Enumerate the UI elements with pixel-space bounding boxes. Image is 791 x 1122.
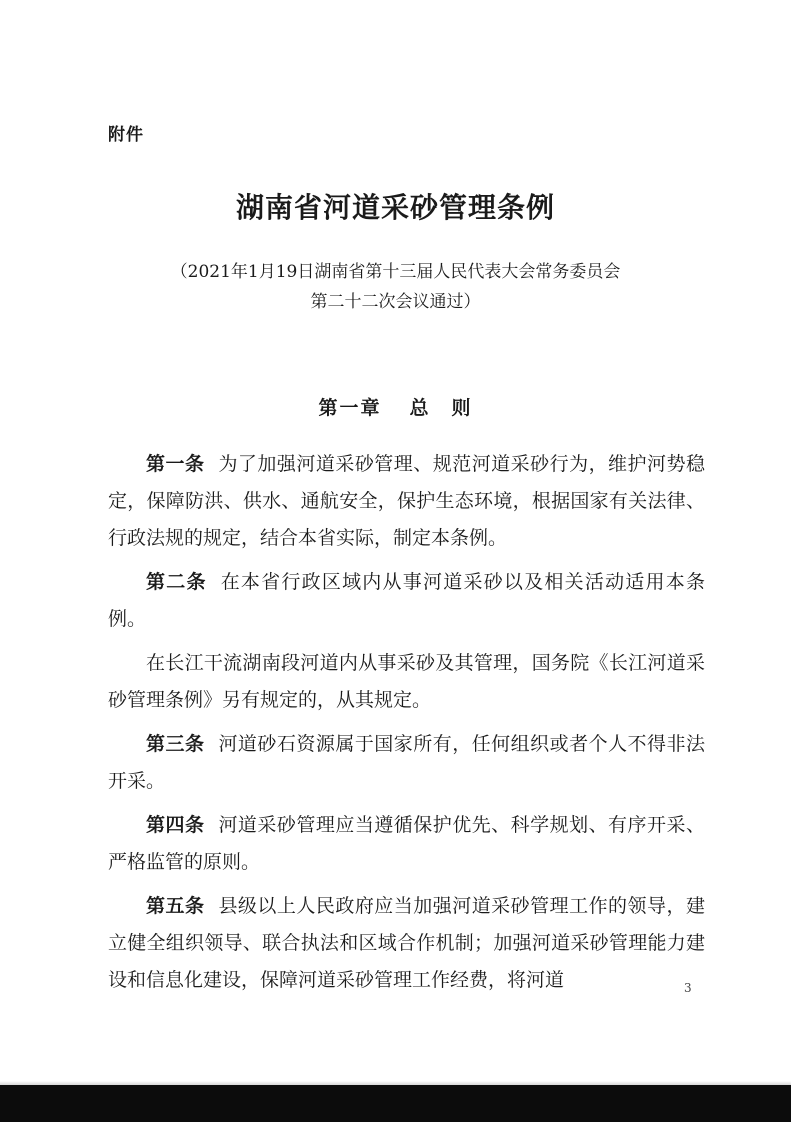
article-text: 在本省行政区域内从事河道采砂以及相关活动适用本条例。 — [108, 571, 705, 630]
article-label: 第一条 — [146, 453, 205, 475]
subtitle-line-1: （2021年1月19日湖南省第十三届人民代表大会常务委员会 — [170, 262, 621, 282]
scanner-background-band — [0, 1085, 791, 1122]
article-paragraph — [108, 564, 705, 638]
chapter-title: 总 则 — [409, 397, 473, 419]
article-text: 河道采砂管理应当遵循保护优先、科学规划、有序开采、严格监管的原则。 — [108, 814, 705, 873]
article-text: 为了加强河道采砂管理、规范河道采砂行为，维护河势稳定，保障防洪、供水、通航安全，保护生态环境，根据国家有关法律、行政法规的规定，结合本省实际，制定本条例。 — [108, 453, 705, 549]
document-title: 湖南省河道采砂管理条例 — [235, 191, 555, 224]
attachment-label: 附件 — [108, 125, 144, 145]
subtitle-line-2: 第二十二次会议通过） — [310, 292, 481, 312]
chapter-heading — [0, 393, 791, 420]
chapter-number: 第一章 — [318, 397, 382, 419]
article-paragraph — [108, 807, 705, 881]
article-label: 第五条 — [146, 895, 205, 917]
article-label: 第二条 — [146, 571, 207, 593]
article-text: 县级以上人民政府应当加强河道采砂管理工作的领导，建立健全组织领导、联合执法和区域合作机制；加强河道采砂管理能力建设和信息化建设，保障河道采砂管理工作经费，将河道 — [108, 895, 705, 991]
document-body — [108, 446, 705, 1006]
article-paragraph — [108, 446, 705, 557]
page-number: 3 — [684, 981, 692, 995]
article-label: 第四条 — [146, 814, 205, 836]
article-paragraph — [108, 888, 705, 999]
article-paragraph — [108, 726, 705, 800]
article-paragraph — [108, 645, 705, 719]
article-text: 在长江干流湖南段河道内从事采砂及其管理，国务院《长江河道采砂管理条例》另有规定的，从其规定。 — [108, 652, 705, 711]
article-label: 第三条 — [146, 733, 205, 755]
article-text: 河道砂石资源属于国家所有，任何组织或者个人不得非法开采。 — [108, 733, 705, 792]
